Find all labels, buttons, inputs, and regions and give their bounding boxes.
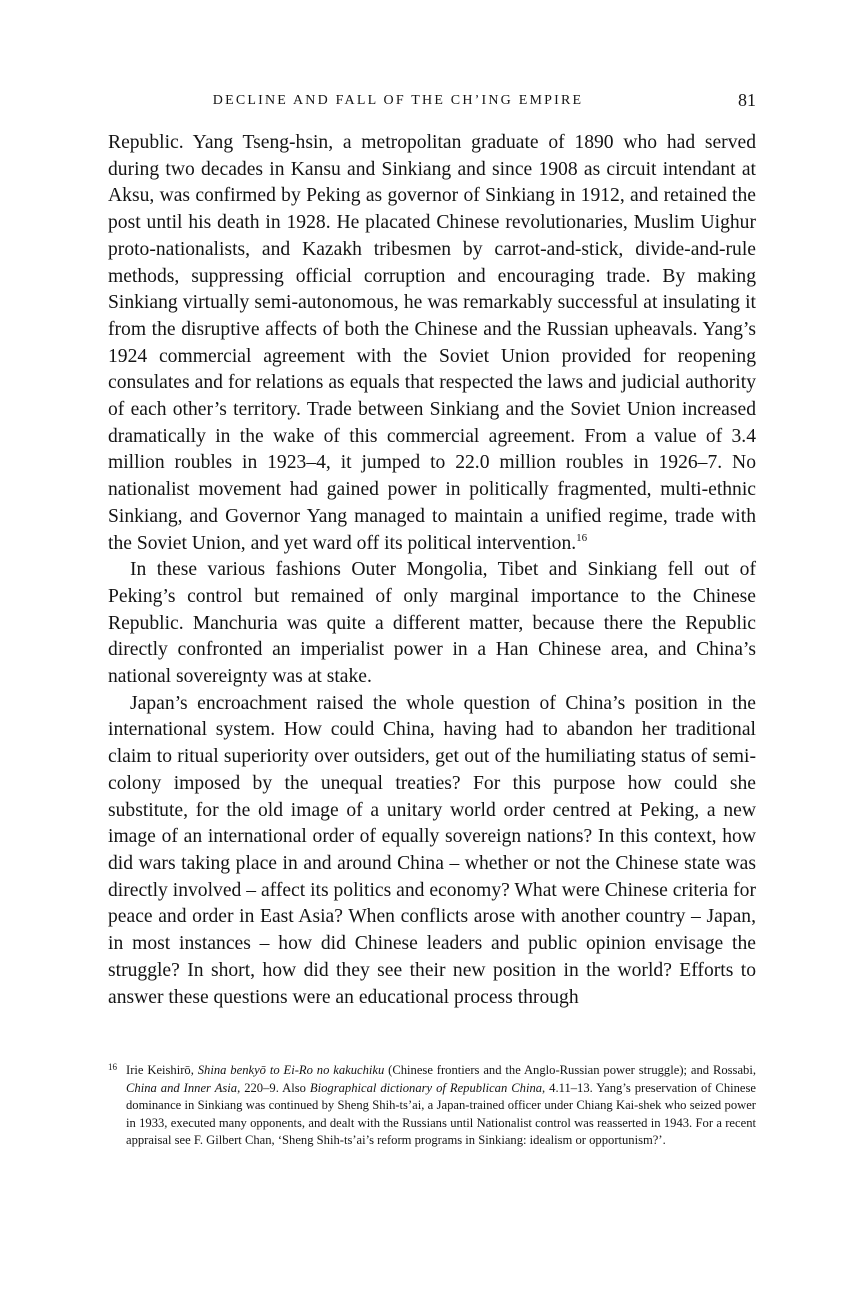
paragraph-1 [108, 130, 756, 557]
footnote-16: 16 Irie Keishirō, Shina benkyō to Ei-Ro no kakuchiku (Chinese frontiers and the Anglo-Russian power struggle); and Rossabi, China and Inner Asia, 220–9. Also Biographical dictionary of Republican China, 4.11–13. Yang’s preservation of Chinese dominance in Sinkiang was continued by Sheng Shih-ts’ai, a Japan-trained officer under Chiang Kai-shek who seized power in 1933, executed many opponents, and dealt with the Russians until Nationalist control was reasserted in 1943. For a recent appraisal see F. Gilbert Chan, ‘Sheng Shih-ts’ai’s reform programs in Sinkiang: idealism or opportunism?’. [108, 1062, 756, 1147]
page-header [108, 90, 756, 114]
footnote-title-2: China and Inner Asia [126, 1080, 238, 1095]
body-text [108, 130, 756, 1011]
page-number: 81 [738, 90, 756, 110]
footnote-reference-16[interactable]: 16 [576, 531, 588, 544]
footnote-text-3: , 220–9. Also [237, 1080, 310, 1095]
footnotes [108, 1062, 756, 1150]
paragraph-1-text: Republic. Yang Tseng-hsin, a metropolitan graduate of 1890 who had served during two decades in Kansu and Sinkiang and since 1908 as circuit intendant at Aksu, was confirmed by Peking as governor of Sinkiang in 1912, and retained the post until his death in 1928. He placated Chinese revolutionaries, Muslim Uighur proto-nationalists, and Kazakh tribesmen by carrot-and-stick, divide-and-rule methods, suppressing official corruption and encouraging trade. By making Sinkiang virtually semi-autonomous, he was remarkably successful at insulating it from the disruptive affects of both the Chinese and the Russian upheavals. Yang’s 1924 commercial agreement with the Soviet Union provided for reopening consulates and for relations as equals that respected the laws and judicial authority of each other’s territory. Trade between Sinkiang and the Soviet Union increased dramatically in the wake of this commercial agreement. From a value of 3.4 million roubles in 1923–4, it jumped to 22.0 million roubles in 1926–7. No nationalist movement had gained power in politically fragmented, multi-ethnic Sinkiang, and Governor Yang managed to maintain a unified regime, trade with the Soviet Union, and yet ward off its political intervention. [108, 132, 756, 554]
footnote-text-1: Irie Keishirō, [126, 1063, 198, 1077]
paragraph-3: Japan’s encroachment raised the whole question of China’s position in the international system. How could China, having had to abandon her traditional claim to ritual superiority over outsiders, get out of the humiliating status of semi-colony imposed by the unequal treaties? For this purpose how could she substitute, for the old image of a unitary world order centred at Peking, a new image of an international order of equally sovereign nations? In this context, how did wars taking place in and around China – whether or not the Chinese state was directly involved – affect its politics and economy? What were Chinese criteria for peace and order in East Asia? When conflicts arose with another country – Japan, in most instances – how did Chinese leaders and public opinion envisage the struggle? In short, how did they see their new position in the world? Efforts to answer these questions were an educational process through [108, 692, 756, 1008]
footnote-text-2: (Chinese frontiers and the Anglo-Russian power struggle); and Rossabi, [384, 1063, 756, 1077]
footnote-text-4: , 4.11–13. Yang’s preservation of Chinese dominance in Sinkiang was continued by Sheng Shih-ts’ai, a Japan-trained officer under Chiang Kai-shek who seized power in 1933, executed many opponents, and dealt with the Russians until Nationalist control was reasserted in 1943. For a recent appraisal see F. Gilbert Chan, ‘Sheng Shih-ts’ai’s reform programs in Sinkiang: idealism or opportunism?’. [126, 1080, 756, 1147]
paragraph-2: In these various fashions Outer Mongolia, Tibet and Sinkiang fell out of Peking’s control but remained of only marginal importance to the Chinese Republic. Manchuria was quite a different matter, because there the Republic directly confronted an imperialist power in a Han Chinese area, and China’s national sovereignty was at stake. [108, 559, 756, 688]
footnote-title-3: Biographical dictionary of Republican China [309, 1080, 543, 1095]
running-head: DECLINE AND FALL OF THE CH’ING EMPIRE [212, 93, 584, 108]
footnote-title-1: Shina benkyō to Ei-Ro no kakuchiku [197, 1063, 385, 1077]
